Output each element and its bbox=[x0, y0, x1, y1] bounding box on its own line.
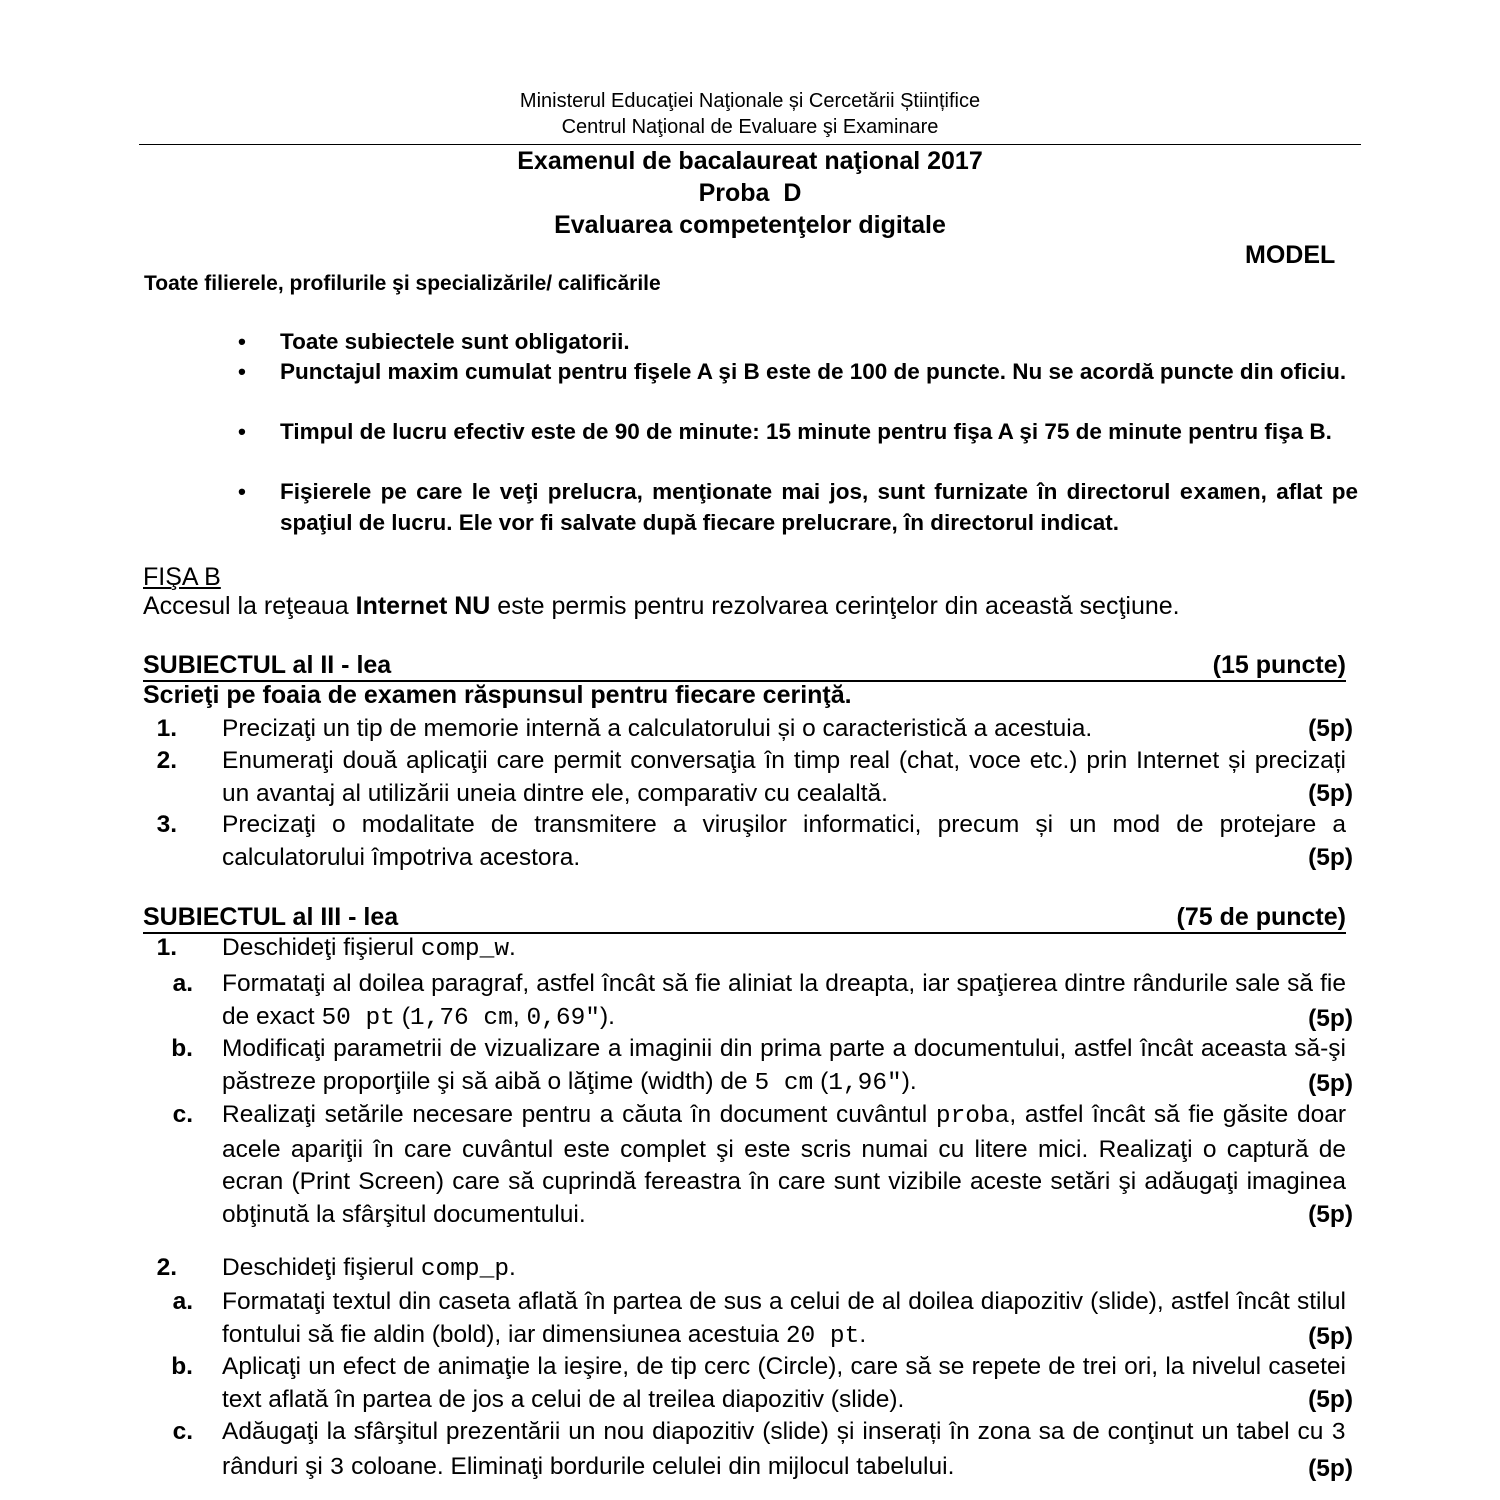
question-item: c. Realizaţi setările necesare pentru a căuta în document cuvântul proba, astfel încât să fie găsite doar acele apariţii în care cuvântul este complet şi este scris numai cu litere mici. Realizaţi o captură de ecran (Print Screen) care să cuprindă fereastra în care sunt vizibile aceste setări şi adăugaţi imaginea obţinută la sfârşitul documentului. (5p) bbox=[143, 1099, 1353, 1231]
subject-3-title: SUBIECTUL al III - lea bbox=[143, 903, 399, 931]
bullet-icon: • bbox=[238, 419, 246, 444]
subject-2-title: SUBIECTUL al II - lea bbox=[143, 651, 392, 679]
question-item: 3. Precizaţi o modalitate de transmitere a viruşilor informatici, precum și un mod de protejare a calculatorului împotriva acestora. (5p) bbox=[143, 809, 1353, 874]
question-item: a. Formataţi al doilea paragraf, astfel încât să fie aliniat la dreapta, iar spaţierea dintre rândurile sale să fie de exact 50 pt (1,76 cm, 0,69″). (5p) bbox=[143, 968, 1353, 1035]
subject-3-heading bbox=[143, 903, 1346, 934]
question-item: b. Modificaţi parametrii de vizualizare a imaginii din prima parte a documentului, astfel încât aceasta să-şi păstreze proporţiile şi să aibă o lăţime (width) de 5 cm (1,96″). (5p) bbox=[143, 1033, 1353, 1100]
instruction-item: • Punctajul maxim cumulat pentru fişele A şi B este de 100 de puncte. Nu se acordă puncte din oficiu. bbox=[238, 357, 1358, 387]
subject-2-heading bbox=[143, 651, 1346, 682]
instruction-item: • Toate subiectele sunt obligatorii. bbox=[238, 327, 1358, 357]
task-heading: 2. Deschideţi fişierul comp_p. bbox=[156, 1254, 516, 1283]
subject-name: Evaluarea competenţelor digitale bbox=[554, 211, 946, 239]
question-item: 1. Precizaţi un tip de memorie internă a calculatorului și o caracteristică a acestuia. (5p) bbox=[143, 713, 1353, 746]
evaluation-center-name: Centrul Naţional de Evaluare şi Examinare bbox=[561, 116, 939, 138]
fisa-b-note: Accesul la reţeaua Internet NU este permis pentru rezolvarea cerinţelor din această secţiune. bbox=[143, 592, 1180, 620]
task-heading: 1. Deschideţi fişierul comp_w. bbox=[156, 934, 516, 963]
fisa-b-title: FIŞA B bbox=[143, 563, 221, 591]
question-item: c. Adăugaţi la sfârşitul prezentării un nou diapozitiv (slide) și inserați în zona sa de conţinut un tabel cu 3 rânduri şi 3 coloane. Eliminaţi bordurile celulei din mijlocul tabelului. (5p) bbox=[143, 1416, 1353, 1485]
bullet-icon: • bbox=[238, 479, 246, 504]
subject-3-points: (75 de puncte) bbox=[1176, 903, 1346, 931]
question-item: a. Formataţi textul din caseta aflată în partea de sus a celui de al doilea diapozitiv (slide), astfel încât stilul fontului să fie aldin (bold), iar dimensiunea acestuia 20 pt. (5p) bbox=[143, 1286, 1353, 1353]
bullet-icon: • bbox=[238, 329, 246, 354]
header-divider bbox=[139, 144, 1361, 145]
file-name: comp_w bbox=[420, 936, 510, 963]
model-label: MODEL bbox=[1245, 241, 1336, 269]
subject-2-points: (15 puncte) bbox=[1212, 651, 1346, 679]
file-name: comp_p bbox=[420, 1256, 510, 1283]
test-name: Proba D bbox=[698, 179, 802, 207]
question-item: 2. Enumeraţi două aplicaţii care permit conversaţia în timp real (chat, voce etc.) prin Internet și precizați un avantaj al utilizării uneia dintre ele, comparativ cu cealaltă. (5p) bbox=[143, 745, 1353, 810]
subject-2-instruction: Scrieţi pe foaia de examen răspunsul pentru fiecare cerinţă. bbox=[143, 681, 852, 709]
ministry-name: Ministerul Educaţiei Naţionale și Cercetării Științifice bbox=[519, 90, 981, 112]
instruction-item: • Timpul de lucru efectiv este de 90 de minute: 15 minute pentru fişa A şi 75 de minute pentru fişa B. bbox=[238, 417, 1358, 447]
scope-text: Toate filierele, profilurile şi specializările/ calificările bbox=[144, 272, 661, 295]
question-item: b. Aplicaţi un efect de animaţie la ieşire, de tip cerc (Circle), care să se repete de trei ori, la nivelul casetei text aflată în partea de jos a celui de al treilea diapozitiv (slide). (5p) bbox=[143, 1351, 1353, 1416]
bullet-icon: • bbox=[238, 359, 246, 384]
directory-name: examen bbox=[1179, 480, 1261, 506]
exam-title: Examenul de bacalaureat naţional 2017 bbox=[517, 147, 983, 175]
instruction-item: • Fişierele pe care le veţi prelucra, menţionate mai jos, sunt furnizate în directorul examen, aflat pe spaţiul de lucru. Ele vor fi salvate după fiecare prelucrare, în directorul indicat. bbox=[238, 479, 1359, 535]
